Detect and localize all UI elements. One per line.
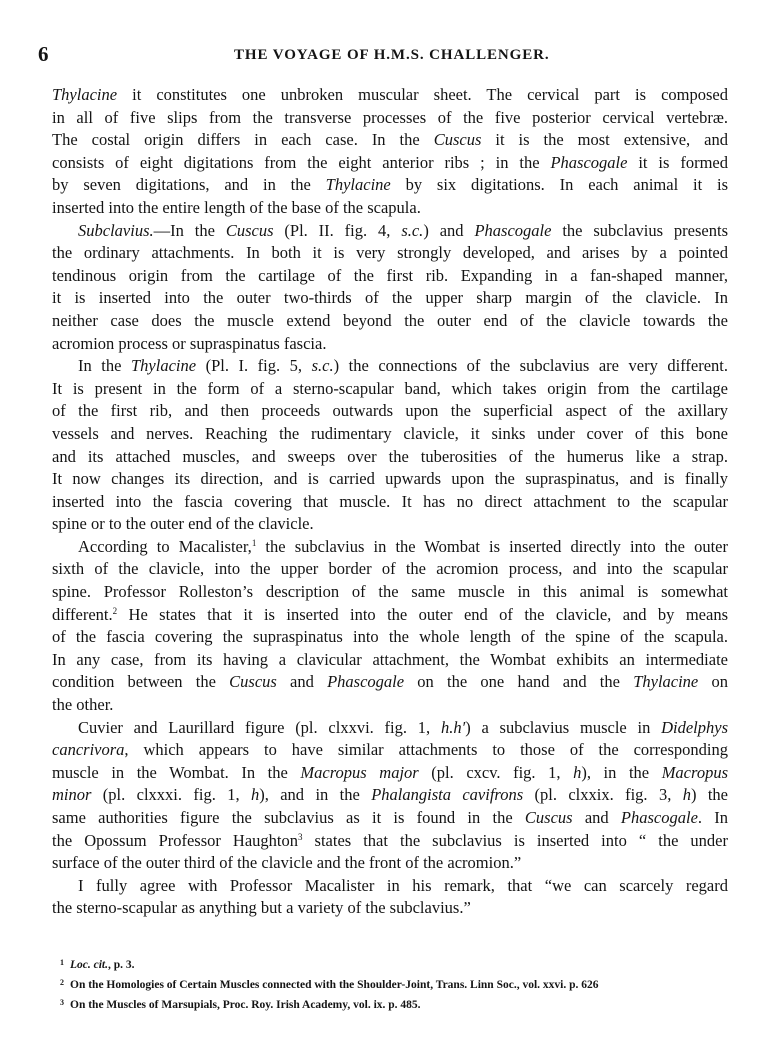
text-line: the other. [52, 695, 114, 715]
footnote-mark: 1 [60, 958, 64, 967]
text-line: the Opossum Professor Haughton$^3$ states that the subclavius is inserted into “ the under [52, 830, 728, 850]
footnote-mark: 2 [60, 978, 64, 987]
text-line: tendinous origin from the cartilage of the first rib. Expanding in a fan-shaped manner, [52, 265, 728, 285]
text-line: vessels and nerves. Reaching the rudimentary clavicle, it sinks under cover of this bone [52, 423, 728, 443]
footnote-text: Loc. cit., p. 3. [70, 959, 135, 971]
text-line: sixth of the clavicle, into the upper border of the acromion process, and into the scapular [52, 559, 728, 579]
text-line: It is present in the form of a sterno-scapular band, which takes origin from the cartilage [52, 378, 728, 398]
body-text [52, 84, 728, 920]
text-line: It now changes its direction, and is carried upwards upon the supraspinatus, and is finally [52, 469, 728, 489]
text-line: According to Macalister,$^1$ the subclavius in the Wombat is inserted directly into the outer [78, 536, 728, 556]
page-number: 6 [38, 42, 49, 66]
paragraph-agreement [52, 875, 728, 920]
text-line: surface of the outer third of the clavicle and the front of the acromion.” [52, 853, 522, 873]
text-line: Thylacine it constitutes one unbroken muscular sheet. The cervical part is composed [52, 85, 728, 104]
paragraph-thylacine-sheet [52, 84, 728, 220]
text-line: consists of eight digitations from the eight anterior ribs ; in the Phascogale it is formed [52, 152, 728, 172]
text-line: I fully agree with Professor Macalister in his remark, that “we can scarcely regard [78, 875, 728, 895]
footnote-mark: 3 [60, 998, 64, 1007]
paragraph-macalister [52, 536, 728, 717]
paragraph-cuvier-laurillard [52, 717, 728, 875]
text-line: cancrivora, which appears to have similar attachments to those of the corresponding [52, 740, 728, 760]
text-line: muscle in the Wombat. In the Macropus major (pl. cxcv. fig. 1, h), in the Macropus [52, 762, 728, 782]
footnote-text: On the Muscles of Marsupials, Proc. Roy. Irish Academy, vol. ix. p. 485. [70, 999, 421, 1011]
text-line: the sterno-scapular as anything but a variety of the subclavius.” [52, 898, 471, 918]
text-line: by seven digitations, and in the Thylacine by six digitations. In each animal it is [52, 175, 728, 195]
page-header [38, 42, 738, 66]
running-head: THE VOYAGE OF H.M.S. CHALLENGER. [234, 47, 550, 63]
text-line: In any case, from its having a clavicular attachment, the Wombat exhibits an intermediate [52, 649, 728, 669]
footnote-3 [60, 994, 700, 1014]
text-line: The costal origin differs in each case. In the Cuscus it is the most extensive, and [52, 130, 728, 150]
text-line: of the fascia covering the supraspinatus into the whole length of the spine of the scapula. [52, 627, 728, 647]
text-line: acromion process or supraspinatus fascia. [52, 333, 327, 353]
footnotes [60, 954, 700, 1014]
text-line: the ordinary attachments. In both it is very strongly developed, and arises by a pointed [52, 243, 728, 263]
text-line: it is inserted into the outer two-thirds of the upper sharp margin of the clavicle. In [52, 288, 728, 308]
text-line: of the first rib, and then proceeds outwards upon the superficial aspect of the axillary [52, 401, 728, 421]
text-line: condition between the Cuscus and Phascogale on the one hand and the Thylacine on [52, 672, 728, 692]
text-line: same authorities figure the subclavius as it is found in the Cuscus and Phascogale. In [52, 808, 728, 827]
text-line: In the Thylacine (Pl. I. fig. 5, s.c.) the connections of the subclavius are very different. [78, 356, 728, 376]
text-line: Cuvier and Laurillard figure (pl. clxxvi. fig. 1, h.h′) a subclavius muscle in Didelphys [78, 717, 728, 737]
text-line: spine or to the outer end of the clavicle. [52, 514, 314, 534]
footnote-1 [60, 954, 700, 974]
text-line: Subclavius.—In the Cuscus (Pl. II. fig. 4, s.c.) and Phascogale the subclavius presents [78, 220, 728, 240]
text-line: different.$^2$ He states that it is inserted into the outer end of the clavicle, and by means [52, 604, 728, 624]
text-line: minor (pl. clxxxi. fig. 1, h), and in the Phalangista cavifrons (pl. clxxix. fig. 3, h) the [52, 785, 728, 805]
footnote-text: On the Homologies of Certain Muscles connected with the Shoulder-Joint, Trans. Linn Soc., vol. xxvi. p. 626 [70, 979, 599, 991]
text-line: inserted into the entire length of the base of the scapula. [52, 197, 421, 217]
paragraph-thylacine-subclavius [52, 355, 728, 536]
paragraph-subclavius [52, 220, 728, 356]
text-line: in all of five slips from the transverse processes of the five posterior cervical vertebræ. [52, 107, 728, 127]
text-line: neither case does the muscle extend beyond the outer end of the clavicle towards the [52, 310, 728, 330]
footnote-2 [60, 974, 700, 994]
text-line: and its attached muscles, and sweeps over the tuberosities of the humerus like a strap. [52, 446, 728, 466]
text-line: spine. Professor Rolleston’s description of the same muscle in this animal is somewhat [52, 582, 728, 602]
text-line: inserted into the fascia covering that muscle. It has no direct attachment to the scapular [52, 491, 728, 511]
